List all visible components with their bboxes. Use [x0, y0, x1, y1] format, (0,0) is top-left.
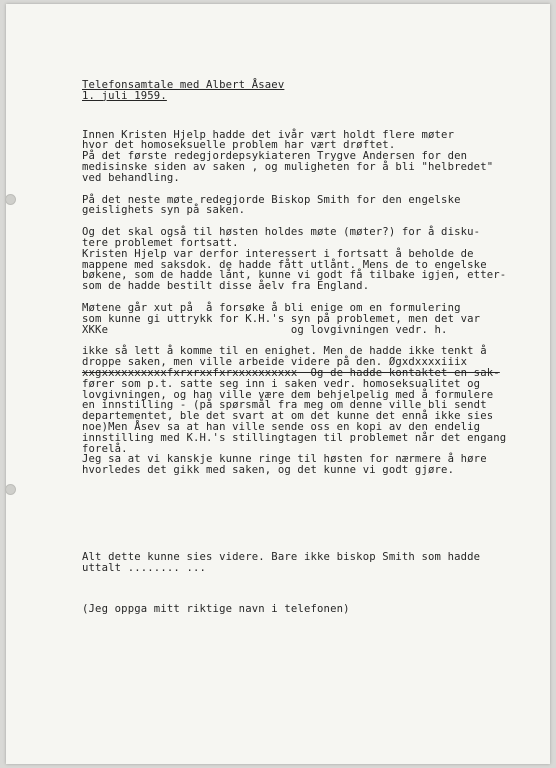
- text-line: På det første redegjordepsykiateren Trygve Andersen for den: [82, 150, 468, 163]
- text-line: departementet, ble det svart at om det kunne det ennå ikke sies: [82, 410, 494, 423]
- text-line: (Jeg oppga mitt riktige navn i telefonen): [82, 602, 350, 615]
- text-line: På det neste møte redegjorde Biskop Smith for den engelske: [82, 193, 461, 206]
- punch-hole-top: [5, 194, 16, 205]
- text-line: en innstilling - (på spørsmål fra meg om denne ville bli sendt: [82, 399, 487, 412]
- typewritten-text: [82, 80, 522, 614]
- text-line: tere problemet fortsatt.: [82, 236, 239, 249]
- text-line: bøkene, som de hadde lånt, kunne vi godt få tilbake igjen, etter-: [82, 269, 507, 282]
- text-line: uttalt ........ ...: [82, 561, 207, 574]
- text-line: Innen Kristen Hjelp hadde det ivår vært holdt flere møter: [82, 128, 455, 141]
- text-line: medisinske siden av saken , og muligheten for å bli "helbredet": [82, 160, 494, 173]
- text-line: som de hadde bestilt disse åelv fra England.: [82, 280, 370, 293]
- text-line: Møtene går xut på å forsøke å bli enige om en formulering: [82, 301, 461, 314]
- text-line: hvor det homoseksuelle problem har vært drøftet.: [82, 139, 396, 152]
- text-line: Jeg sa at vi kanskje kunne ringe til høsten for nærmere å høre: [82, 453, 487, 466]
- text-line: noe)Men Åsev sa at han ville sende oss en kopi av den endelig: [82, 420, 481, 433]
- paragraph-2: [82, 195, 522, 217]
- paragraph-6: [82, 552, 522, 574]
- text-line: innstilling med K.H.'s stillingtagen til problemet når det engang: [82, 431, 507, 444]
- text-line: forelå.: [82, 442, 128, 455]
- text-line: hvorledes det gikk med saken, og det kunne vi godt gjøre.: [82, 464, 455, 477]
- text-line: Kristen Hjelp var derfor interessert i fortsatt å beholde de: [82, 247, 474, 260]
- paragraph-7: [82, 604, 522, 615]
- text-line: mappene med saksdok. de hadde fått utlånt. Mens de to engelske: [82, 258, 487, 271]
- paragraph-1: [82, 130, 522, 184]
- text-line: ved behandling.: [82, 171, 180, 184]
- text-line: geislighets syn på saken.: [82, 204, 246, 217]
- punch-hole-bottom: [5, 484, 16, 495]
- text-line: ikke så lett å komme til en enighet. Men de hadde ikke tenkt å: [82, 345, 487, 358]
- text-line: som kunne gi uttrykk for K.H.'s syn på problemet, men det var: [82, 312, 481, 325]
- paragraph-3: [82, 227, 522, 292]
- text-line: Og det skal også til høsten holdes møte (møter?) for å disku-: [82, 226, 481, 239]
- title-line-2: 1. juli 1959.: [82, 89, 167, 102]
- text-line: fører som p.t. satte seg inn i saken vedr. homoseksualitet og: [82, 377, 481, 390]
- text-line: droppe saken, men ville arbeide videre på den. Øgxdxxxxiiix: [82, 356, 468, 369]
- paragraph-4: [82, 303, 522, 335]
- title-line-1: Telefonsamtale med Albert Åsaev: [82, 79, 285, 91]
- paragraph-5: [82, 346, 522, 476]
- text-line: XKKe og lovgivningen vedr. h.: [82, 323, 448, 336]
- text-line: Alt dette kunne sies videre. Bare ikke biskop Smith som hadde: [82, 550, 481, 563]
- text-line: lovgivningen, og han ville være dem behjelpelig med å formulere: [82, 388, 494, 401]
- struck-text-line: xxgxxxxxxxxxxfxrxrxxfxrxxxxxxxxxx Og de hadde kontaktet en sak-: [82, 366, 500, 379]
